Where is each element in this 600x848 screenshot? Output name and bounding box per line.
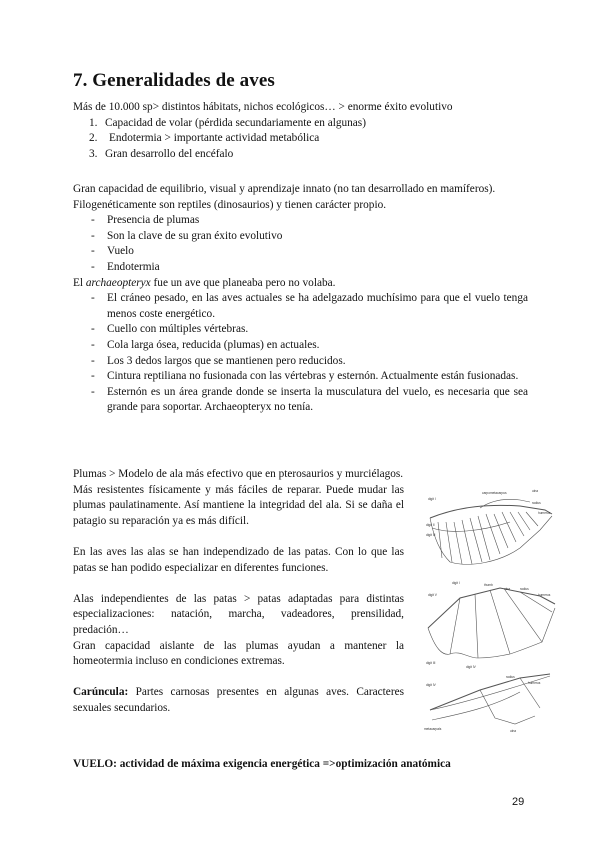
paragraph: Alas independientes de las patas > patas adaptadas para distintas especializaciones: natación, marcha, vadeadores, prensilidad, predación… [73, 592, 404, 636]
list-item-text: Son la clave de su gran éxito evolutivo [107, 229, 283, 242]
paragraph: Más resistentes físicamente y más fáciles de reparar. Puede mudar las plumas paulatinamente. Así mantiene la integridad del ala. Si se daña el patagio su reparación ya es más difícil. [73, 483, 404, 527]
svg-text:carpometacarpus: carpometacarpus [482, 491, 507, 495]
svg-text:digit I: digit I [452, 581, 460, 585]
list-item: - El cráneo pesado, en las aves actuales se ha adelgazado muchísimo para que el vuelo tenga menos coste energético. [91, 292, 528, 320]
svg-text:radius: radius [506, 675, 515, 679]
list-item-text: Cuello con múltiples vértebras. [107, 323, 249, 336]
list-marker: 1. [89, 116, 98, 129]
list-item-text: Capacidad de volar (pérdida secundariamente en algunas) [105, 116, 366, 129]
paragraph: En las aves las alas se han independizado de las patas. Con lo que las patas se han podido especializar en diferentes funciones. [73, 545, 404, 574]
caruncula-paragraph: Carúncula: Partes carnosas presentes en algunas aves. Caracteres sexuales secundarios. [73, 686, 404, 714]
svg-text:radius: radius [520, 587, 529, 591]
list-item-text: Endotermia > importante actividad metabólica [109, 132, 320, 145]
wing-comparison-figure [420, 478, 560, 740]
paragraph: Plumas > Modelo de ala más efectivo que en pterosaurios y murciélagos. [73, 468, 404, 480]
list-item-text: El cráneo pesado, en las aves actuales se ha adelgazado muchísimo para que el vuelo tenga menos coste energético. [107, 292, 528, 320]
svg-text:digit III: digit III [426, 533, 436, 537]
svg-text:digit II: digit II [426, 523, 435, 527]
svg-text:humerus: humerus [528, 681, 541, 685]
list-item-text: Esternón es un área grande donde se inserta la musculatura del vuelo, es necesaria que sea grande para soportar. Archaeopteryx no tenía. [107, 385, 528, 414]
archaeopteryx-term: archaeopteryx [85, 276, 151, 289]
svg-text:digit IV: digit IV [466, 665, 476, 669]
dash-list [73, 213, 528, 275]
svg-text:radius: radius [532, 501, 541, 505]
bat-wing-drawing [428, 588, 555, 658]
svg-text:thumb: thumb [484, 583, 493, 587]
caruncula-label: Carúncula: [73, 686, 129, 699]
svg-text:ulna: ulna [510, 729, 517, 733]
list-item [91, 147, 528, 163]
paragraph: Gran capacidad de equilibrio, visual y aprendizaje innato (no tan desarrollado en mamíferos). [73, 183, 496, 195]
list-item: - Cuello con múltiples vértebras. [91, 323, 249, 336]
svg-text:digit I: digit I [428, 497, 436, 501]
characteristics-section [73, 182, 528, 416]
list-marker: 3. [89, 147, 98, 160]
intro-line: Más de 10.000 sp> distintos hábitats, nichos ecológicos… > enorme éxito evolutivo [73, 101, 453, 113]
list-item-text: Vuelo [107, 245, 134, 258]
list-item-text: Endotermia [107, 260, 160, 273]
list-item-text: Cola larga ósea, reducida (plumas) en actuales. [107, 338, 320, 351]
wing-illustration [420, 478, 560, 740]
list-item [91, 116, 528, 132]
svg-text:digit IV: digit IV [426, 683, 436, 687]
list-item: - Esternón es un área grande donde se inserta la musculatura del vuelo, es necesaria que sea grande para soportar. Archaeopteryx no tenía. [91, 385, 528, 414]
list-marker: 2. [89, 132, 98, 145]
list-item: - Endotermia [91, 260, 160, 273]
svg-text:digit III: digit III [426, 661, 436, 665]
plumas-section [73, 467, 404, 717]
svg-text:humerus: humerus [538, 593, 551, 597]
svg-text:digit V: digit V [428, 593, 437, 597]
list-item: - Presencia de plumas [91, 214, 200, 227]
bird-wing-drawing [430, 499, 552, 564]
list-item-text: Los 3 dedos largos que se mantienen pero reducidos. [107, 354, 346, 367]
svg-text:humerus: humerus [538, 511, 551, 515]
page-number: 29 [512, 796, 525, 808]
list-item-text: Gran desarrollo del encéfalo [105, 147, 234, 160]
list-item: - Cola larga ósea, reducida (plumas) en actuales. [91, 338, 320, 351]
svg-text:metacarpals: metacarpals [424, 727, 442, 731]
list-item [91, 131, 528, 147]
list-item-text: Cintura reptiliana no fusionada con las vértebras y esternón. Actualmente están fusionadas. [107, 370, 519, 383]
list-item: - Cintura reptiliana no fusionada con las vértebras y esternón. Actualmente están fusionadas. [91, 370, 519, 383]
intro-section [73, 100, 528, 162]
archaeopteryx-line: El archaeopteryx fue un ave que planeaba pero no volaba. [73, 276, 336, 289]
list-item: - Los 3 dedos largos que se mantienen pero reducidos. [91, 354, 346, 367]
svg-text:ulna: ulna [532, 489, 539, 493]
dash-list [73, 291, 528, 416]
list-item: - Vuelo [91, 245, 134, 258]
paragraph: Filogenéticamente son reptiles (dinosaurios) y tienen carácter propio. [73, 198, 387, 211]
list-item: - Son la clave de su gran éxito evolutivo [91, 229, 283, 242]
numbered-list [73, 116, 528, 163]
section-title: 7. Generalidades de aves [73, 70, 275, 91]
vuelo-line: VUELO: actividad de máxima exigencia energética =>optimización anatómica [73, 758, 451, 770]
list-item-text: Presencia de plumas [107, 214, 200, 227]
svg-text:ulna: ulna [504, 587, 511, 591]
paragraph: Gran capacidad aislante de las plumas ayudan a mantener la homeotermia incluso en condiciones extremas. [73, 639, 404, 668]
